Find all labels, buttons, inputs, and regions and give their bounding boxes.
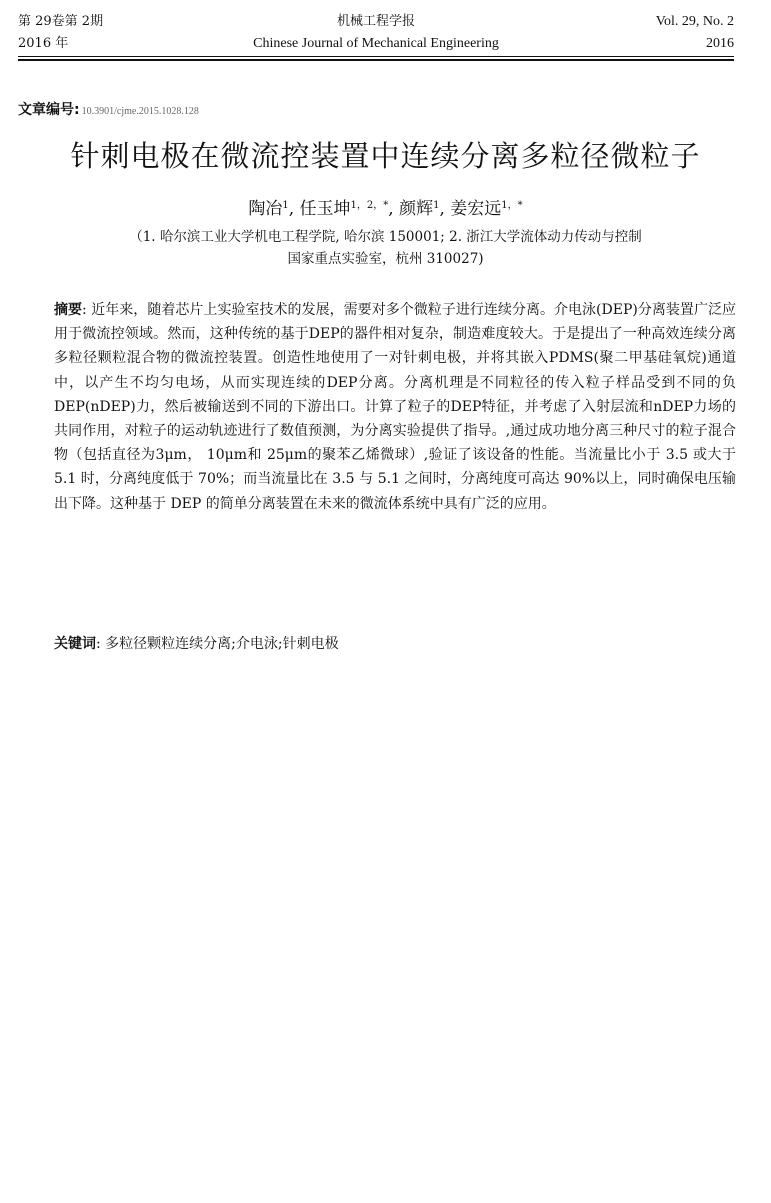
volume-issue-en: Vol. 29, No. 2 — [655, 14, 734, 29]
year-en: 2016 — [706, 36, 734, 51]
volume-issue-cn: 第 29卷第 2期 — [18, 14, 104, 29]
author-name: 陶冶 — [248, 199, 283, 219]
article-number-label: 文章编号: — [18, 102, 80, 118]
paper-title: 针刺电极在微流控装置中连续分离多粒径微粒子 — [70, 139, 701, 173]
author-separator: , — [439, 199, 451, 219]
author-name: 颜辉 — [399, 199, 434, 219]
article-number-value: 10.3901/cjme.2015.1028.128 — [81, 106, 199, 117]
abstract — [54, 298, 736, 516]
author-separator: , — [288, 199, 300, 219]
author-affiliation-mark: 1 — [282, 200, 289, 211]
author-affiliation-mark: 1，2，* — [350, 200, 389, 211]
header-rule-thin — [18, 56, 734, 57]
abstract-label: 摘要 — [54, 302, 83, 318]
header-row-bottom — [18, 34, 734, 54]
year-cn: 2016 年 — [18, 36, 69, 51]
keywords-text: : 多粒径颗粒连续分离;介电泳;针刺电极 — [96, 636, 339, 652]
journal-name-en: Chinese Journal of Mechanical Engineering — [253, 36, 499, 51]
article-number — [18, 100, 199, 122]
abstract-text: : 近年来，随着芯片上实验室技术的发展，需要对多个微粒子进行连续分离。介电泳(DEP)分离装置广泛应用于微流控领域。然而，这种传统的基于DEP的器件相对复杂，制造难度较大。于是提出了一种高效连续分离多粒径颗粒混合物的微流控装置。创造性地使用了一对针刺电极，并将其嵌入PDMS(聚二甲基硅氧烷)通道中，以产生不均匀电场，从而实现连续的DEP分离。分离机理是不同粒径的传入粒子样品受到不同的负DEP(nDEP)力，然后被输送到不同的下游出口。计算了粒子的DEP特征，并考虑了入射层流和nDEP力场的共同作用，对粒子的运动轨迹进行了数值预测，为分离实验提供了指导。,通过成功地分离三种尺寸的粒子混合物（包括直径为3μm， 10μm和 25μm的聚苯乙烯微球）,验证了该设备的性能。当流量比小于 3.5 或大于 5.1 时，分离纯度低于 70%；而当流量比在 3.5 与 5.1 之间时，分离纯度可高达 90%以上，同时确保电压输出下降。这种基于 DEP 的简单分离装置在未来的微流体系统中具有广泛的应用。 — [54, 302, 737, 512]
affiliations — [0, 226, 771, 270]
author-separator: , — [388, 199, 400, 219]
header-row-top — [18, 12, 734, 32]
author-affiliation-mark: 1，* — [501, 200, 523, 211]
author-affiliation-mark: 1 — [433, 200, 440, 211]
author-list — [0, 196, 771, 222]
affiliation-line: 国家重点实验室，杭州 310027) — [287, 251, 484, 267]
journal-header — [18, 10, 734, 56]
journal-name-cn: 机械工程学报 — [336, 14, 415, 29]
author-name: 任玉坤 — [299, 199, 351, 219]
keywords — [54, 632, 339, 656]
keywords-label: 关键词 — [54, 636, 96, 652]
affiliation-line: （1. 哈尔滨工业大学机电工程学院, 哈尔滨 150001; 2. 浙江大学流体动力传动与控制 — [129, 229, 642, 245]
author-name: 姜宏远 — [450, 199, 502, 219]
header-rule-thick — [18, 59, 734, 61]
